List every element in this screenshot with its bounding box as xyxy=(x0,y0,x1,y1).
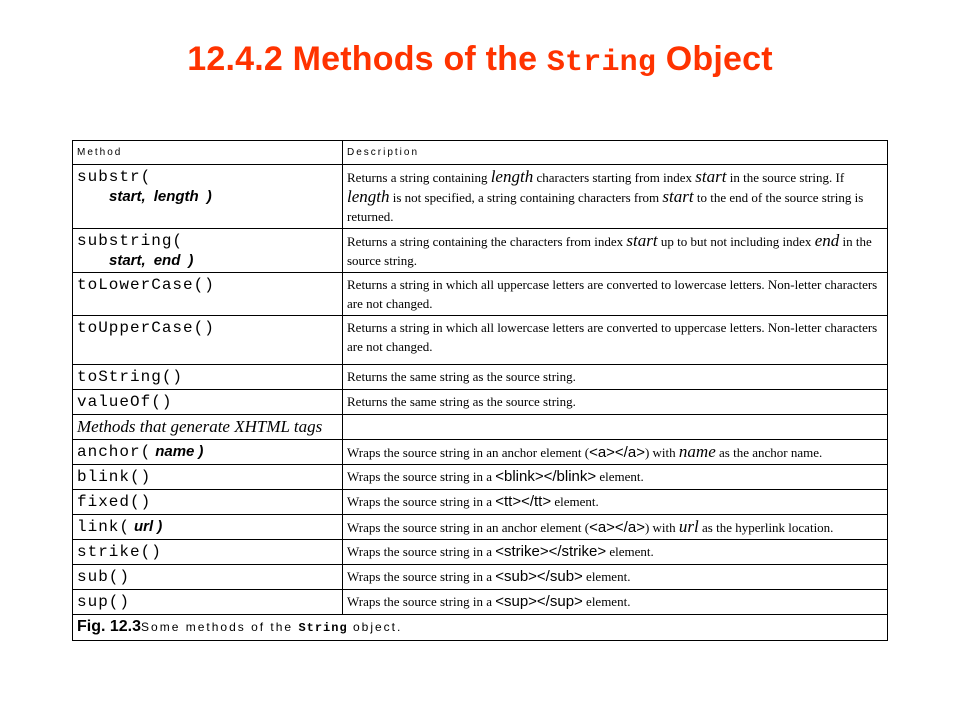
method-args xyxy=(77,187,338,206)
description-cell xyxy=(343,590,888,615)
table-row xyxy=(73,465,888,490)
description-cell xyxy=(343,165,888,229)
method-cell xyxy=(73,440,343,465)
desc-param: end xyxy=(814,231,840,250)
desc-tag: <a></a> xyxy=(589,519,645,536)
desc-param: start xyxy=(626,231,658,250)
method-cell xyxy=(73,565,343,590)
arg-length: length xyxy=(153,188,199,205)
method-cell xyxy=(73,515,343,540)
method-name: toString() xyxy=(77,368,184,386)
desc-text: to the end of the source string is returned. xyxy=(347,190,864,224)
method-cell xyxy=(73,465,343,490)
section-label: Methods that generate XHTML tags xyxy=(77,417,323,436)
desc-text: Wraps the source string in an anchor element ( xyxy=(347,520,590,535)
caption-text: Some methods of the xyxy=(141,620,299,634)
table-row xyxy=(73,229,888,273)
method-args xyxy=(77,251,338,270)
figure-caption xyxy=(73,615,888,641)
arg-name: name xyxy=(155,443,195,460)
method-name: substring( xyxy=(77,232,184,250)
arg-url: url xyxy=(134,518,154,535)
desc-param: url xyxy=(678,517,699,536)
desc-tag: <blink></blink> xyxy=(495,468,597,485)
desc-text: in the source string. xyxy=(347,234,872,268)
arg-close: ) xyxy=(198,443,204,460)
method-name: sub() xyxy=(77,568,131,586)
description-cell xyxy=(343,565,888,590)
method-name: valueOf() xyxy=(77,393,173,411)
section-cell xyxy=(73,415,343,440)
desc-text: Returns a string containing the characters from index xyxy=(347,234,627,249)
arg-end: end xyxy=(153,252,181,269)
arg-close: ) xyxy=(206,188,212,205)
description-cell xyxy=(343,415,888,440)
desc-param: name xyxy=(678,442,716,461)
figure-number: Fig. 12.3 xyxy=(77,618,142,635)
method-cell xyxy=(73,229,343,273)
method-name: toUpperCase() xyxy=(77,319,215,337)
desc-param: length xyxy=(347,187,390,206)
methods-table xyxy=(72,140,888,641)
title-suffix: Object xyxy=(665,40,773,78)
method-cell xyxy=(73,540,343,565)
desc-text: ) with xyxy=(644,445,679,460)
method-name: blink() xyxy=(77,468,152,486)
arg-start: start, xyxy=(109,188,146,205)
method-cell xyxy=(73,365,343,390)
desc-text: Wraps the source string in a xyxy=(347,469,496,484)
method-cell xyxy=(73,590,343,615)
desc-text: in the source string. If xyxy=(726,170,845,185)
desc-text: characters starting from index xyxy=(533,170,696,185)
arg-close: ) xyxy=(188,252,194,269)
desc-param: start xyxy=(695,167,727,186)
table-row xyxy=(73,440,888,465)
desc-text: Returns a string containing xyxy=(347,170,491,185)
method-cell xyxy=(73,165,343,229)
caption-text: object. xyxy=(347,620,403,634)
description-cell xyxy=(343,490,888,515)
desc-text: is not specified, a string containing characters from xyxy=(389,190,663,205)
desc-text: Wraps the source string in a xyxy=(347,544,496,559)
figure-caption-row xyxy=(73,615,888,641)
desc-text: as the anchor name. xyxy=(715,445,823,460)
description-cell xyxy=(343,515,888,540)
desc-text: ) with xyxy=(644,520,679,535)
table-row xyxy=(73,515,888,540)
desc-text: Wraps the source string in an anchor element ( xyxy=(347,445,590,460)
desc-tag: <a></a> xyxy=(589,444,645,461)
desc-text: as the hyperlink location. xyxy=(698,520,834,535)
method-cell xyxy=(73,490,343,515)
description-cell xyxy=(343,229,888,273)
desc-tag: <tt></tt> xyxy=(495,493,552,510)
table-row xyxy=(73,316,888,365)
table-row xyxy=(73,365,888,390)
description-cell: Returns a string in which all lowercase letters are converted to uppercase letters. Non-letter characters are not changed. xyxy=(343,316,888,365)
desc-text: up to but not including index xyxy=(657,234,815,249)
method-cell xyxy=(73,316,343,365)
method-name: link( xyxy=(77,518,131,536)
desc-text: element. xyxy=(606,544,654,559)
desc-tag: <strike></strike> xyxy=(495,543,607,560)
method-name: sup() xyxy=(77,593,131,611)
table-row xyxy=(73,540,888,565)
header-description: Description xyxy=(343,141,888,165)
description-cell xyxy=(343,540,888,565)
table-row xyxy=(73,415,888,440)
description-cell: Returns the same string as the source string. xyxy=(343,365,888,390)
slide-title xyxy=(0,40,960,80)
method-name: toLowerCase() xyxy=(77,276,215,294)
arg-close: ) xyxy=(157,518,163,535)
desc-text: element. xyxy=(582,594,631,609)
table-header-row xyxy=(73,141,888,165)
desc-text: element. xyxy=(551,494,599,509)
method-cell xyxy=(73,273,343,316)
desc-tag: <sup></sup> xyxy=(495,593,583,610)
desc-text: Wraps the source string in a xyxy=(347,569,496,584)
desc-text: Wraps the source string in a xyxy=(347,594,496,609)
table-row xyxy=(73,273,888,316)
table-row xyxy=(73,390,888,415)
title-prefix: 12.4.2 Methods of the xyxy=(187,40,538,78)
description-cell: Returns a string in which all uppercase letters are converted to lowercase letters. Non-letter characters are not changed. xyxy=(343,273,888,316)
caption-code: String xyxy=(298,621,348,635)
table-row xyxy=(73,565,888,590)
table-row xyxy=(73,490,888,515)
desc-param: length xyxy=(490,167,534,186)
arg-start: start, xyxy=(109,252,146,269)
description-cell xyxy=(343,465,888,490)
description-cell xyxy=(343,440,888,465)
desc-text: Wraps the source string in a xyxy=(347,494,496,509)
title-code: String xyxy=(546,46,657,80)
method-name: fixed() xyxy=(77,493,152,511)
method-name: strike() xyxy=(77,543,162,561)
method-name: anchor( xyxy=(77,443,152,461)
method-cell xyxy=(73,390,343,415)
desc-tag: <sub></sub> xyxy=(495,568,583,585)
table-row xyxy=(73,590,888,615)
table-row xyxy=(73,165,888,229)
method-name: substr( xyxy=(77,168,152,186)
desc-text: element. xyxy=(596,469,644,484)
header-method: Method xyxy=(73,141,343,165)
description-cell: Returns the same string as the source string. xyxy=(343,390,888,415)
desc-text: element. xyxy=(582,569,631,584)
desc-param: start xyxy=(662,187,694,206)
